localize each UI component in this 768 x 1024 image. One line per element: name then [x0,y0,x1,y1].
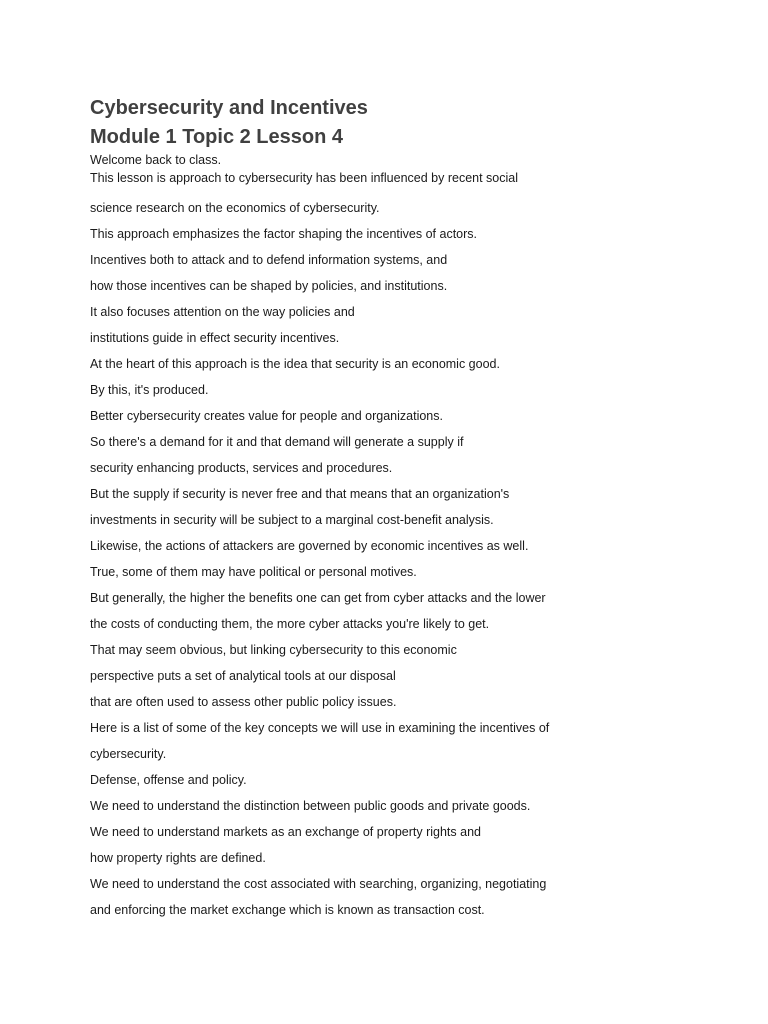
body-line: So there's a demand for it and that demand will generate a supply if [90,435,464,449]
document-title-line-1: Cybersecurity and Incentives [90,97,368,119]
body-line: We need to understand the cost associated with searching, organizing, negotiating [90,877,547,891]
body-line: But the supply if security is never free and that means that an organization's [90,487,510,501]
body-line: But generally, the higher the benefits one can get from cyber attacks and the lower [90,591,546,605]
body-line: investments in security will be subject to a marginal cost-benefit analysis. [90,513,494,527]
body-line: This approach emphasizes the factor shaping the incentives of actors. [90,227,478,241]
body-line: True, some of them may have political or personal motives. [90,565,417,579]
body-line: Better cybersecurity creates value for people and organizations. [90,409,443,423]
body-line: that are often used to assess other public policy issues. [90,695,397,709]
body-line: Here is a list of some of the key concepts we will use in examining the incentives of [90,721,550,735]
body-line: perspective puts a set of analytical tools at our disposal [90,669,396,683]
body-line: It also focuses attention on the way policies and [90,305,355,319]
body-line: That may seem obvious, but linking cybersecurity to this economic [90,643,457,657]
body-line: At the heart of this approach is the idea that security is an economic good. [90,357,500,371]
document-title-line-2: Module 1 Topic 2 Lesson 4 [90,126,344,148]
body-line: Likewise, the actions of attackers are governed by economic incentives as well. [90,539,529,553]
body-line: institutions guide in effect security incentives. [90,331,340,345]
body-line: security enhancing products, services and procedures. [90,461,393,475]
body-line: cybersecurity. [90,747,167,761]
body-line: By this, it's produced. [90,383,209,397]
intro-line: Welcome back to class. [90,153,222,167]
body-line: Incentives both to attack and to defend information systems, and [90,253,448,267]
body-line: the costs of conducting them, the more cyber attacks you're likely to get. [90,617,490,631]
body-line: Defense, offense and policy. [90,773,247,787]
document-page [90,94,710,923]
body-line: We need to understand markets as an exchange of property rights and [90,825,481,839]
body-line: how property rights are defined. [90,851,266,865]
body-line: how those incentives can be shaped by policies, and institutions. [90,279,448,293]
body-line: We need to understand the distinction between public goods and private goods. [90,799,531,813]
body-line: This lesson is approach to cybersecurity has been influenced by recent social [90,171,519,185]
body-line: and enforcing the market exchange which is known as transaction cost. [90,903,485,917]
body-line: science research on the economics of cybersecurity. [90,201,380,215]
